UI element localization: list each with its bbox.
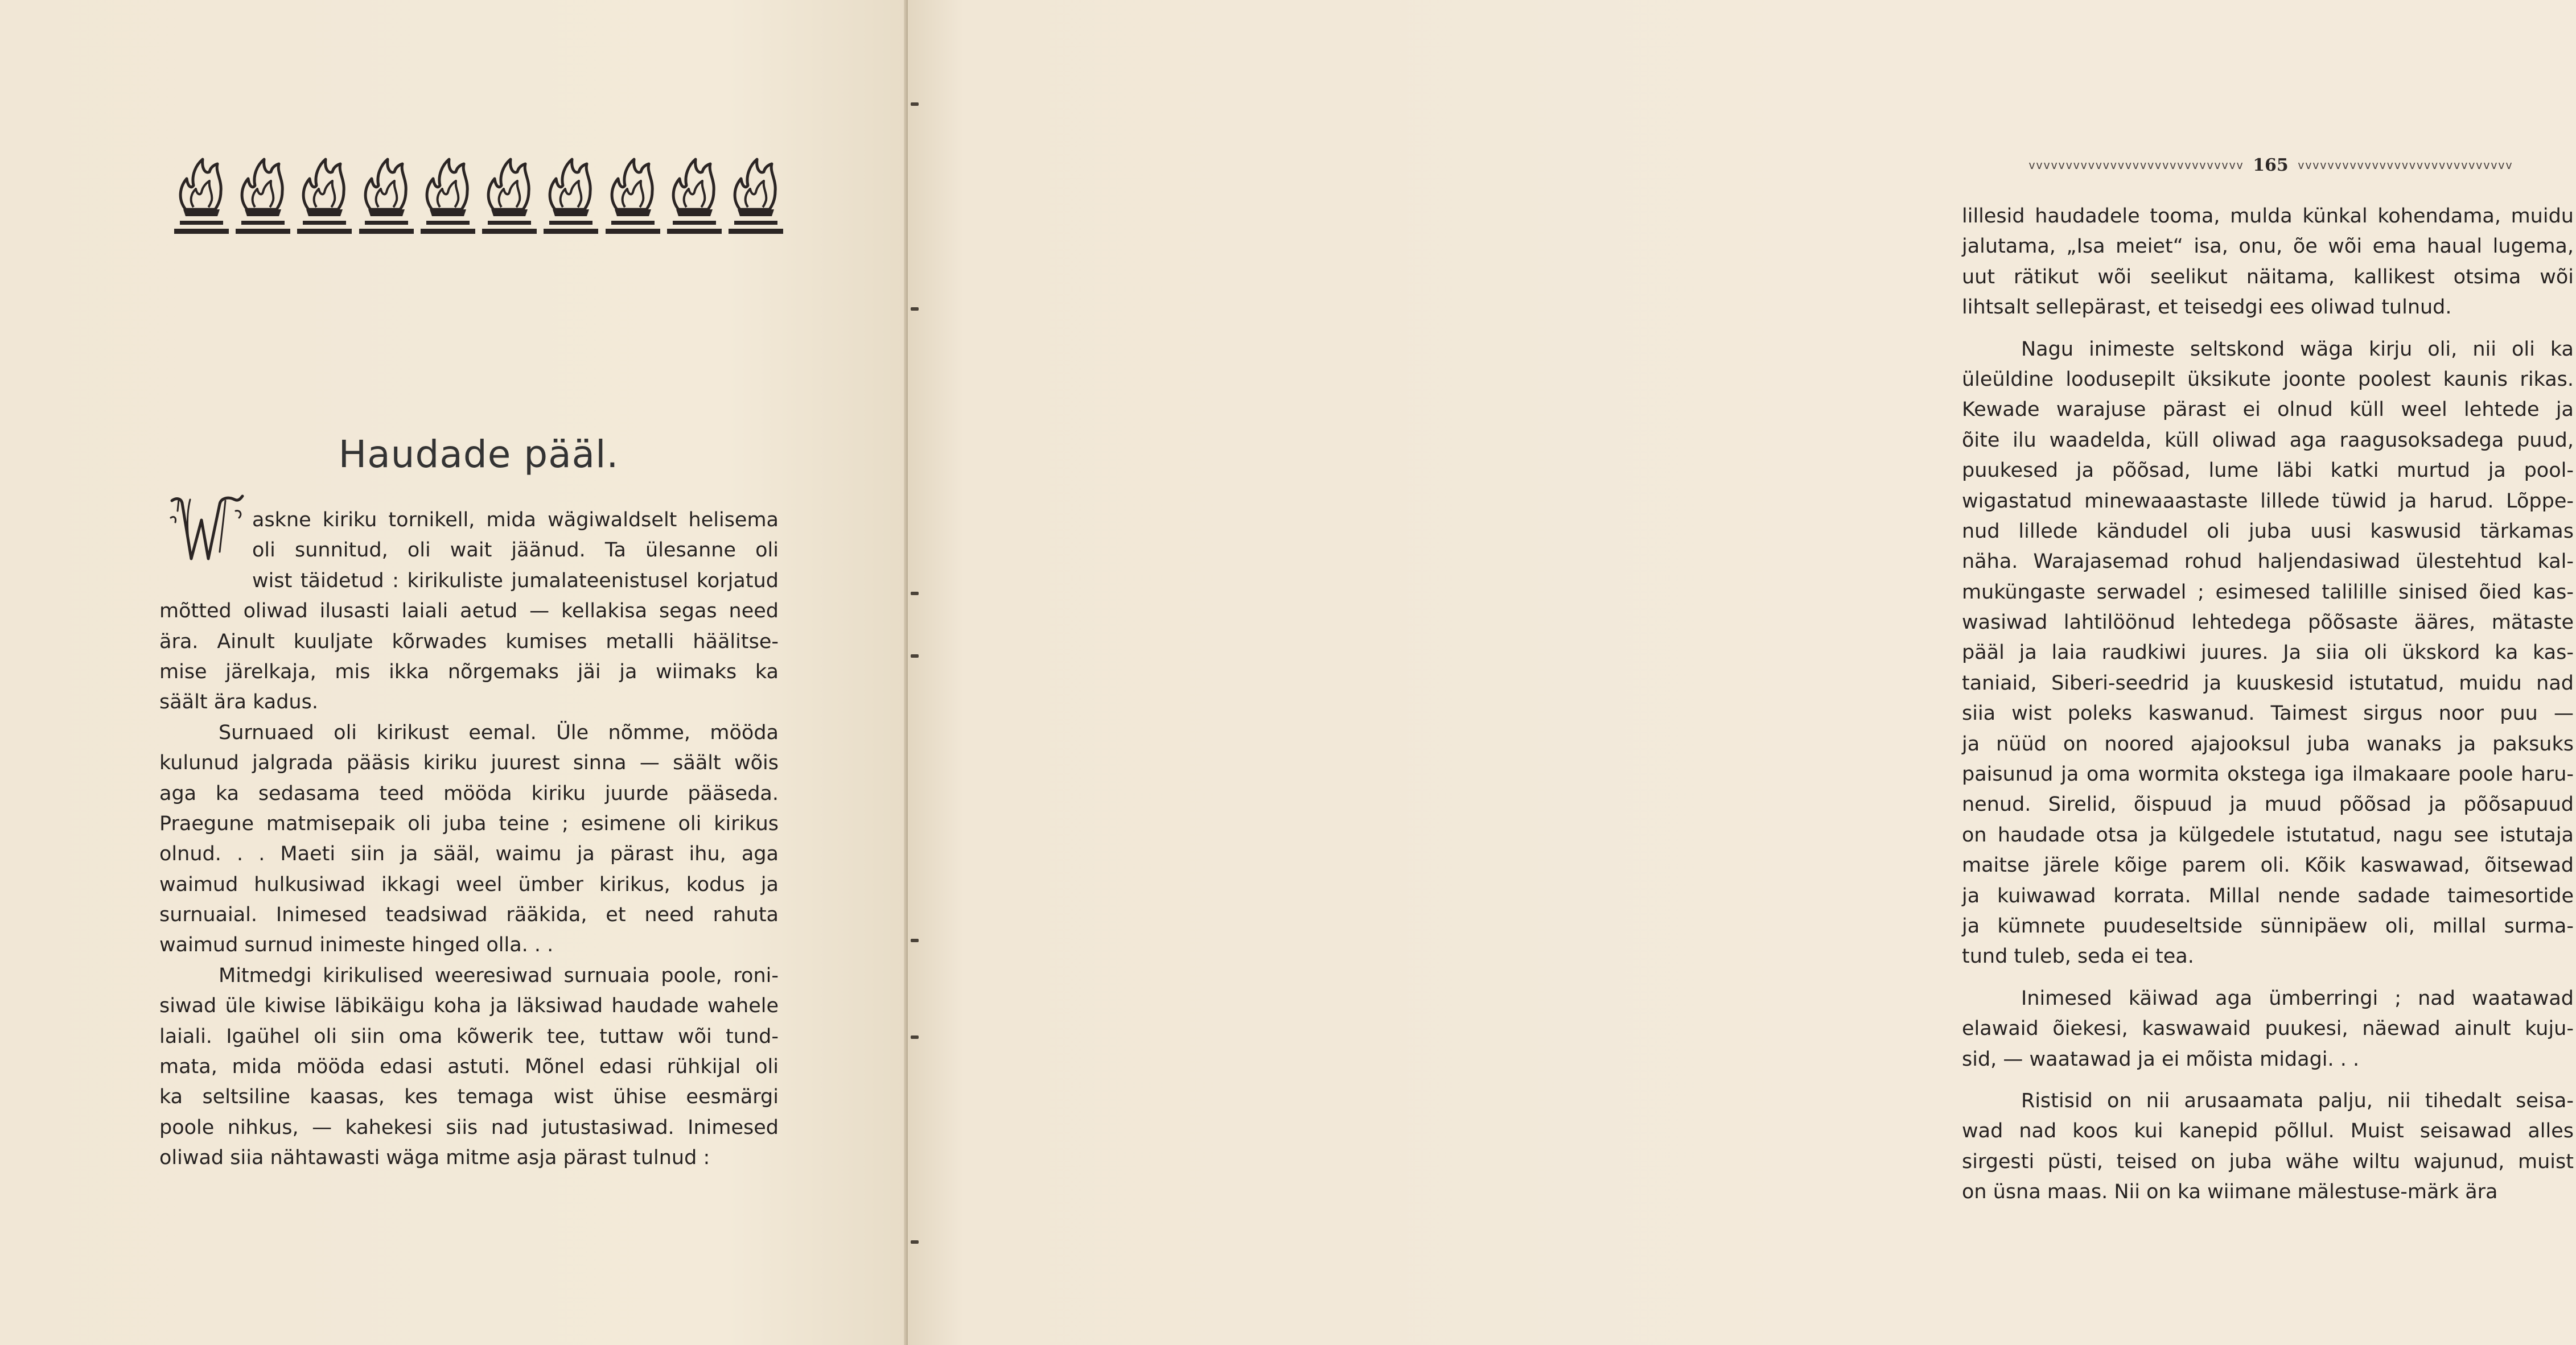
text-line: askne kiriku tornikell, mida wägiwaldselt helisema	[252, 509, 779, 531]
text-line: Inimesed käiwad aga ümberringi ; nad waatawad	[2021, 987, 2574, 1010]
paragraph	[1962, 1086, 2574, 1208]
text-line: wasiwad lahtilöönud lehtedega põõsaste ääres, mätaste	[1962, 611, 2574, 634]
text-line: nud lillede kändudel oli juba uusi kaswusid tärkamas	[1962, 519, 2574, 543]
left-page-text	[159, 505, 779, 1174]
text-line: nenud. Sirelid, õispuud ja muud põõsad ja põõsapuud	[1962, 793, 2574, 816]
flame-on-stand-icon	[667, 155, 722, 234]
flame-on-stand-icon	[544, 155, 598, 234]
binding-stitch	[911, 1035, 919, 1039]
text-line: siwad üle kiwise läbikäigu koha ja läksiwad haudade wahele	[159, 995, 779, 1018]
header-rule-left: vvvvvvvvvvvvvvvvvvvvvvvvvvvvv	[2028, 158, 2244, 172]
running-header	[1965, 151, 2576, 179]
text-line: tund tuleb, seda ei tea.	[1962, 945, 2194, 968]
text-line: pääl ja laia raudkiwi juures. Ja siia oli ükskord ka kas-	[1962, 641, 2574, 665]
text-line: ja kümnete puudeseltside sünnipäew oli, millal surma-	[1962, 914, 2574, 938]
text-line: Praegune matmisepaik oli juba teine ; esimene oli kirikus	[159, 812, 779, 835]
flame-on-stand-icon	[421, 155, 475, 234]
binding-stitch	[911, 1240, 919, 1244]
text-line: ja nüüd on noored ajajooksul juba wanaks ja paksuks	[1962, 732, 2574, 756]
paragraph	[159, 505, 779, 718]
text-line: uut rätikut wõi seelikut näitama, kallikest otsima wõi	[1962, 265, 2574, 288]
text-line: näha. Warajasemad rohud haljendasiwad ülestehtud kal-	[1962, 550, 2574, 574]
text-line: jalutama, „Isa meiet“ isa, onu, õe wõi ema haual lugema,	[1962, 235, 2574, 258]
flame-on-stand-icon	[174, 155, 229, 234]
text-line: wist täidetud : kirikuliste jumalateenistusel korjatud	[252, 569, 779, 592]
binding-stitch	[911, 307, 919, 311]
text-line: ka seltsiline kaasas, kes temaga wist ühise eesmärgi	[159, 1086, 779, 1109]
text-line: wigastatud minewaaastaste lillede tüwid ja harud. Lõppe-	[1962, 489, 2574, 513]
paragraph-gap	[1962, 323, 2574, 335]
text-line: laiali. Igaühel oli siin oma kõwerik tee, tuttaw wõi tund-	[159, 1025, 779, 1048]
paragraph	[1962, 201, 2574, 323]
text-line: õite ilu waadelda, küll oliwad aga raagusoksadega puud,	[1962, 428, 2574, 452]
left-page	[0, 0, 908, 1345]
flame-on-stand-icon	[236, 155, 290, 234]
right-page	[908, 0, 2574, 1345]
text-line: ära. Ainult kuuljate kõrwades kumises metalli häälitse-	[159, 630, 779, 653]
text-line: maitse järele kõige parem oli. Kõik kaswawad, õitsewad	[1962, 854, 2574, 877]
binding-stitch	[911, 654, 919, 658]
text-line: Kewade warajuse pärast ei olnud küll weel lehtede ja	[1962, 398, 2574, 422]
text-line: wad nad koos kui kanepid põllul. Muist seisawad alles	[1962, 1120, 2574, 1143]
text-line: Mitmedgi kirikulised weeresiwad surnuaia poole, roni-	[219, 964, 779, 987]
text-line: kulunud jalgrada pääsis kiriku juurest sinna — säält wõis	[159, 752, 779, 775]
header-rule-right: vvvvvvvvvvvvvvvvvvvvvvvvvvvvv	[2297, 158, 2513, 172]
text-line: poole nihkus, — kahekesi siis nad jutustasiwad. Inimesed	[159, 1116, 779, 1139]
text-line: on üsna maas. Nii on ka wiimane mälestuse-märk ära	[1962, 1181, 2498, 1204]
text-line: lihtsalt sellepärast, et teisedgi ees oliwad tulnud.	[1962, 296, 2452, 319]
page-number: 165	[2253, 155, 2289, 175]
flame-on-stand-icon	[359, 155, 414, 234]
paragraph	[1962, 984, 2574, 1075]
text-line: lillesid haudadele tooma, mulda künkal kohendama, muidu	[1962, 205, 2574, 228]
text-line: säält ära kadus.	[159, 691, 318, 714]
text-line: aga ka sedasama teed mööda kiriku juurde pääseda.	[159, 782, 779, 805]
chapter-title: Haudade pääl.	[338, 432, 619, 476]
text-line: Ristisid on nii arusaamata palju, nii tihedalt seisa-	[2021, 1089, 2574, 1112]
text-line: mata, mida mööda edasi astuti. Mõnel edasi rühkijal oli	[159, 1055, 779, 1079]
flame-on-stand-icon	[482, 155, 537, 234]
text-line: taniaid, Siberi-seedrid ja kuuskesid istutatud, muidu nad	[1962, 671, 2574, 695]
text-line: Nagu inimeste seltskond wäga kirju oli, nii oli ka	[2021, 337, 2574, 361]
text-line: oli sunnitud, oli wait jäänud. Ta ülesanne oli	[252, 539, 779, 562]
right-page-text	[1962, 201, 2574, 1208]
text-line: siia wist poleks kaswanud. Taimest sirgus noor puu —	[1962, 702, 2574, 725]
flame-ornament-row	[174, 155, 783, 234]
text-line: waimud surnud inimeste hinged olla. . .	[159, 934, 554, 957]
text-line: paisunud ja oma wormita okstega iga ilmakaare poole haru-	[1962, 763, 2574, 786]
text-line: üleüldine loodusepilt üksikute joonte poolest kaunis rikas.	[1962, 368, 2574, 391]
text-line: puukesed ja põõsad, lume läbi katki murtud ja pool-	[1962, 459, 2574, 482]
text-line: waimud hulkusiwad ikkagi weel ümber kirikus, kodus ja	[159, 873, 779, 896]
binding-stitch	[911, 939, 919, 942]
binding-stitch	[911, 592, 919, 595]
text-line: mõtted oliwad ilusasti laiali aetud — kellakisa segas need	[159, 600, 779, 623]
binding-stitch	[911, 102, 919, 106]
text-line: surnuaial. Inimesed teadsiwad rääkida, et need rahuta	[159, 903, 779, 927]
text-line: mise järelkaja, mis ikka nõrgemaks jäi ja wiimaks ka	[159, 660, 779, 683]
flame-on-stand-icon	[297, 155, 352, 234]
flame-on-stand-icon	[729, 155, 783, 234]
paragraph	[159, 961, 779, 1174]
text-line: Surnuaed oli kirikust eemal. Üle nõmme, mööda	[219, 721, 779, 744]
text-line: elawaid õiekesi, kaswawaid puukesi, näewad ainult kuju-	[1962, 1017, 2574, 1041]
paragraph-gap	[1962, 972, 2574, 984]
text-line: sid, — waatawad ja ei mõista midagi. . .	[1962, 1047, 2360, 1071]
text-line: olnud. . . Maeti siin ja sääl, waimu ja pärast ihu, aga	[159, 843, 779, 866]
paragraph	[1962, 335, 2574, 972]
text-line: muküngaste serwadel ; esimesed talilille sinised õied kas-	[1962, 580, 2574, 604]
text-line: ja kuiwawad korrata. Millal nende sadade taimesortide	[1962, 884, 2574, 907]
text-line: sirgesti püsti, teised on juba wähe wiltu wajunud, muist	[1962, 1150, 2574, 1173]
paragraph	[159, 718, 779, 961]
paragraph-gap	[1962, 1075, 2574, 1086]
flame-on-stand-icon	[606, 155, 660, 234]
text-line: oliwad siia nähtawasti wäga mitme asja pärast tulnud :	[159, 1146, 710, 1170]
text-line: on haudade otsa ja külgedele istutatud, nagu see istutaja	[1962, 823, 2574, 847]
